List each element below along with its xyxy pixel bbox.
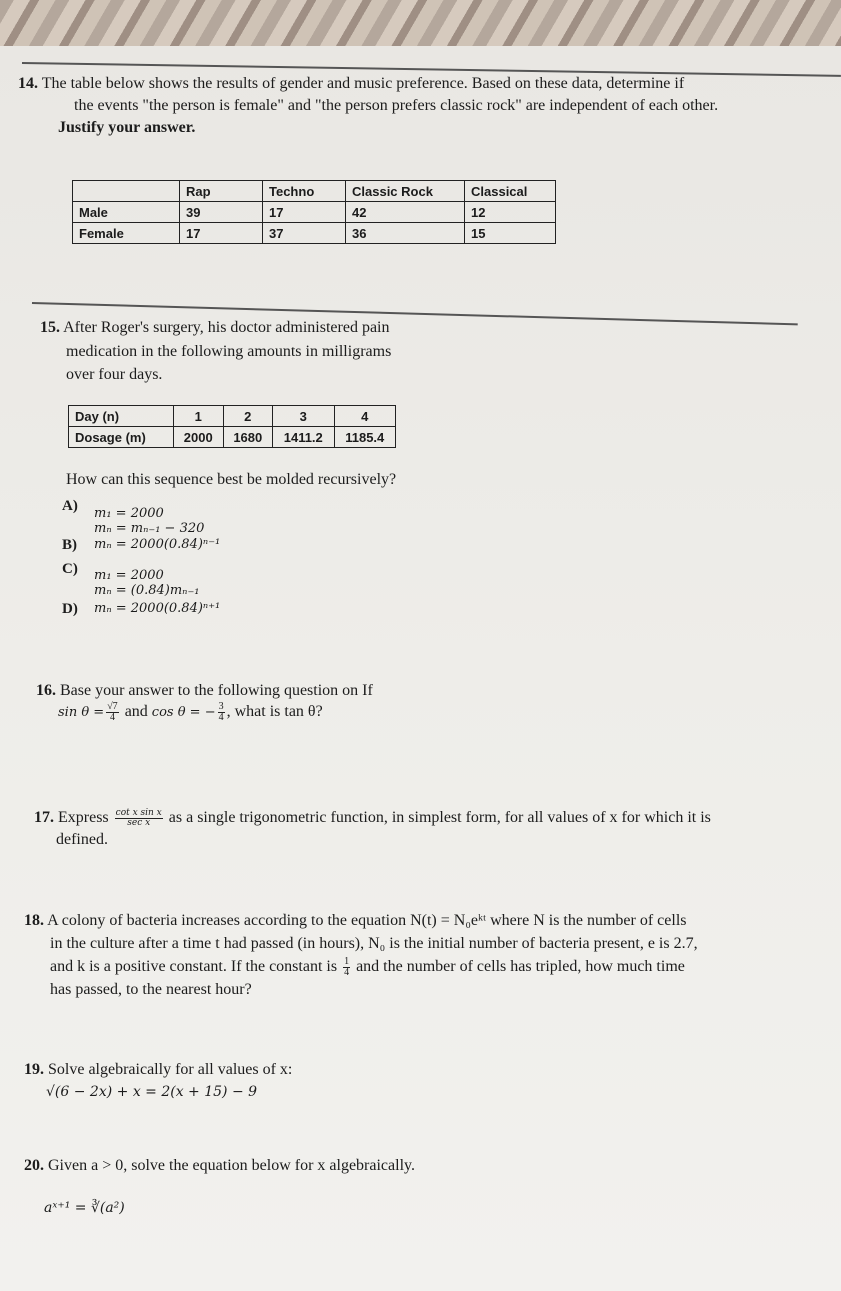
row-label: Male — [73, 202, 180, 223]
question-text: After Roger's surgery, his doctor administered pain — [63, 319, 390, 336]
option-d-line1: mₙ = 2000(0.84)ⁿ⁺¹ — [94, 601, 221, 616]
table-row — [69, 427, 396, 448]
question-number: 15. — [40, 319, 60, 336]
table-cell: 15 — [465, 223, 556, 244]
cos-expression: cos θ = − — [151, 705, 216, 721]
fraction: $\frac{1}{4}$ — [344, 956, 350, 978]
table-cell: 2000 — [174, 427, 224, 448]
option-letter: A) — [62, 498, 78, 514]
option-c — [62, 560, 78, 578]
table-row — [73, 181, 556, 202]
question-text: defined. — [56, 831, 108, 848]
table-cell: 36 — [346, 223, 465, 244]
option-b — [62, 536, 77, 554]
table-header: Rap — [180, 181, 263, 202]
fraction: $\frac{\text{cot x sin x}}{\text{sec x}}$ — [115, 807, 162, 828]
question-text: , what is tan θ? — [226, 703, 323, 721]
question-text: The table below shows the results of gender and music preference. Based on these data, determine if — [41, 75, 685, 92]
question-text: Solve algebraically for all values of x: — [48, 1061, 293, 1078]
music-preference-table — [72, 180, 556, 244]
table-cell: 1680 — [223, 427, 273, 448]
sin-expression: sin θ = — [58, 705, 105, 721]
question-text: has passed, to the nearest hour? — [50, 981, 252, 998]
question-text: and the number of cells has tripled, how much time — [356, 958, 685, 976]
option-c-line1: m₁ = 2000 — [94, 568, 164, 583]
option-a-line2: mₙ = mₙ₋₁ − 320 — [94, 521, 205, 536]
option-d — [62, 600, 78, 618]
question-text: Justify your answer. — [58, 119, 196, 136]
option-letter: D) — [62, 601, 78, 617]
table-cell: 17 — [180, 223, 263, 244]
table-cell: 1411.2 — [273, 427, 334, 448]
option-letter: C) — [62, 561, 78, 577]
question-number: 16. — [36, 682, 56, 699]
table-header: Techno — [263, 181, 346, 202]
question-text: and k is a positive constant. If the constant is — [50, 958, 338, 976]
table-cell: 4 — [334, 406, 396, 427]
question-text: Given a > 0, solve the equation below for x algebraically. — [48, 1157, 415, 1174]
table-cell: 37 — [263, 223, 346, 244]
dosage-table — [68, 405, 396, 448]
equation: √(6 − 2x) + x = 2(x + 15) − 9 — [46, 1084, 258, 1100]
question-text: over four days. — [66, 366, 163, 383]
table-cell: 1 — [174, 406, 224, 427]
row-label: Dosage (m) — [69, 427, 174, 448]
option-a — [62, 497, 78, 515]
table-cell: 1185.4 — [334, 427, 396, 448]
question-number: 18. — [24, 912, 44, 929]
table-cell: 42 — [346, 202, 465, 223]
fraction: $\frac{3}{4}$ — [218, 701, 224, 723]
table-cell: 2 — [223, 406, 273, 427]
option-letter: B) — [62, 537, 77, 553]
option-a-line1: m₁ = 2000 — [94, 506, 164, 521]
option-c-line2: mₙ = (0.84)mₙ₋₁ — [94, 583, 200, 598]
question-number: 17. — [34, 809, 54, 826]
table-cell: 12 — [465, 202, 556, 223]
table-row — [69, 406, 396, 427]
table-row — [73, 202, 556, 223]
question-text: How can this sequence best be molded recursively? — [66, 471, 397, 488]
table-cell: 3 — [273, 406, 334, 427]
question-text: A colony of bacteria increases according to the equation N(t) = N₀eᵏᵗ where N is the number of cells — [47, 912, 687, 929]
question-number: 19. — [24, 1061, 44, 1078]
question-text: as a single trigonometric function, in simplest form, for all values of x for which it is — [168, 809, 711, 826]
fraction: $\frac{√7}{4}$ — [107, 701, 118, 723]
question-text: in the culture after a time t had passed (in hours), N₀ is the initial number of bacteria present, e is 2.7, — [50, 935, 698, 952]
question-text: Express — [58, 809, 109, 826]
question-number: 14. — [18, 75, 38, 92]
table-cell: 39 — [180, 202, 263, 223]
question-number: 20. — [24, 1157, 44, 1174]
option-b-line1: mₙ = 2000(0.84)ⁿ⁻¹ — [94, 537, 221, 552]
question-text: Base your answer to the following question on If — [60, 682, 373, 699]
table-row — [73, 223, 556, 244]
row-label: Female — [73, 223, 180, 244]
question-text: medication in the following amounts in milligrams — [66, 343, 392, 360]
table-header: Classical — [465, 181, 556, 202]
question-text: the events "the person is female" and "the person prefers classic rock" are independent of each other. — [74, 97, 719, 114]
conjunction: and — [124, 703, 148, 721]
equation: aˣ⁺¹ = ∛(a²) — [44, 1200, 125, 1216]
table-header: Classic Rock — [346, 181, 465, 202]
row-label: Day (n) — [69, 406, 174, 427]
table-cell: 17 — [263, 202, 346, 223]
